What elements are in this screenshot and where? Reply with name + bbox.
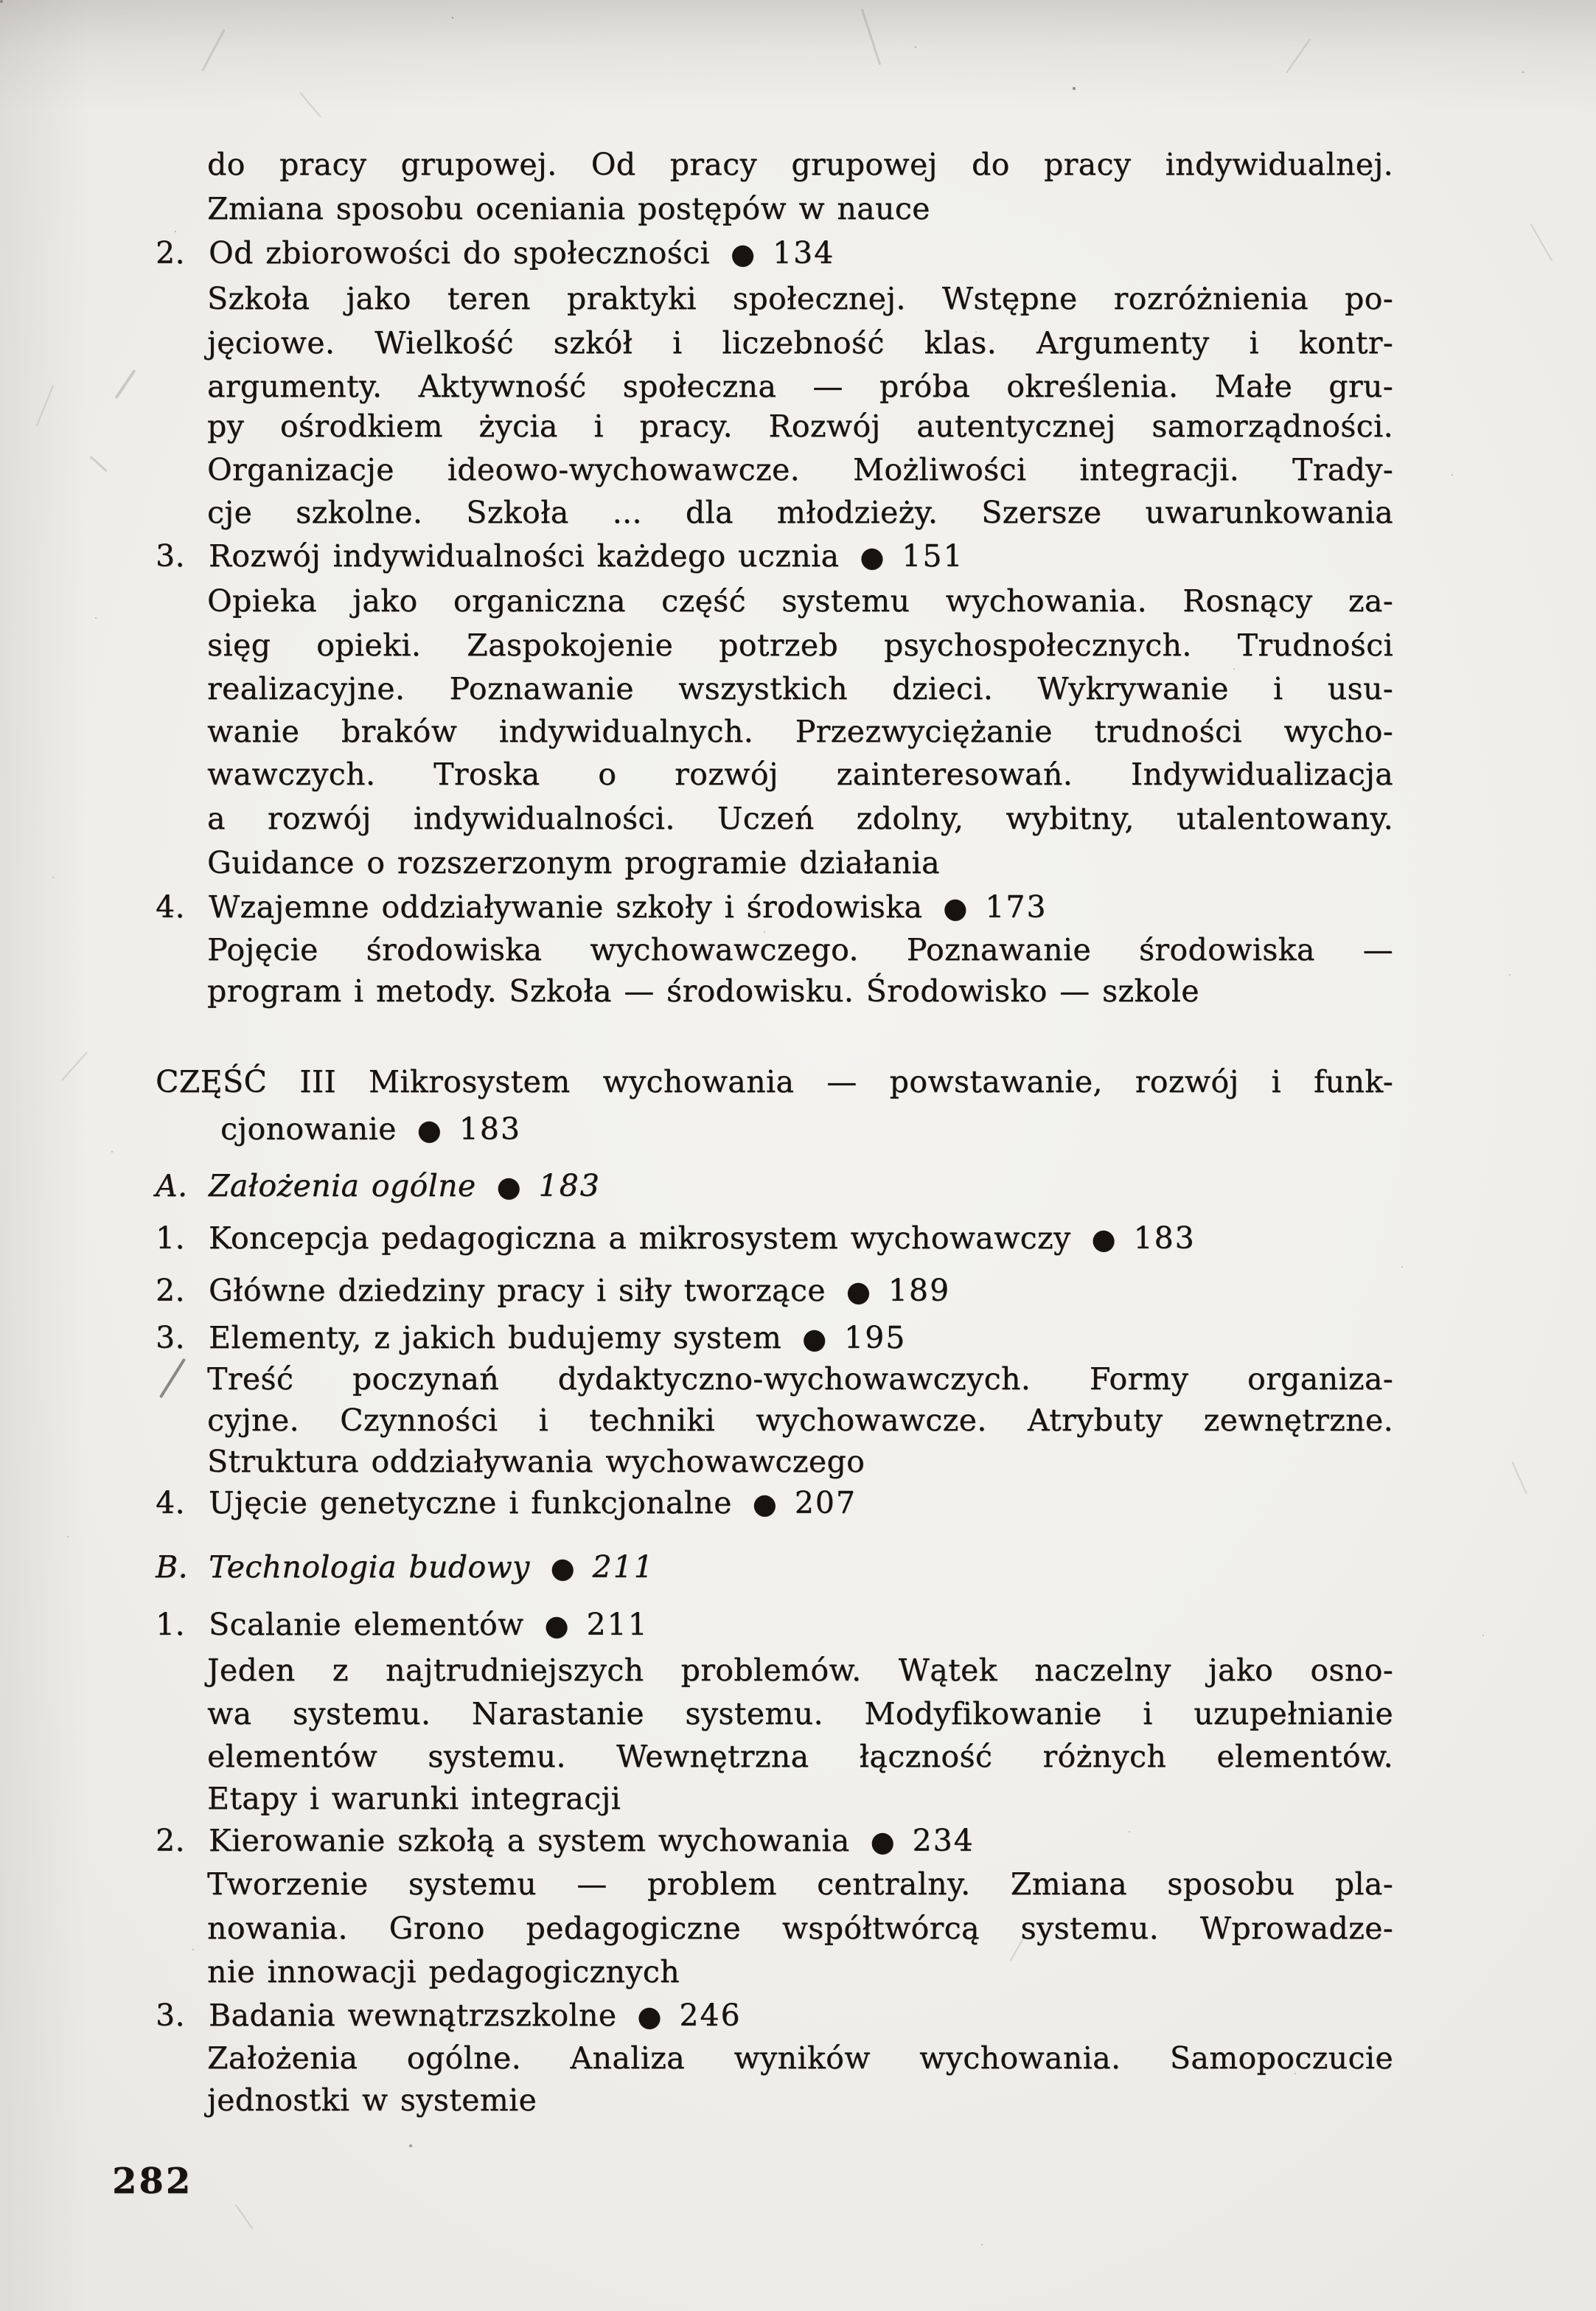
paper-fiber xyxy=(299,92,321,118)
bullet-icon: ● xyxy=(870,1825,895,1858)
toc-line: Opieka jako organiczna część systemu wychowania. Rosnący za- xyxy=(207,583,1393,619)
toc-line: Struktura oddziaływania wychowawczego xyxy=(207,1444,865,1479)
bullet-icon: ● xyxy=(637,2000,662,2032)
toc-item-text: Koncepcja pedagogiczna a mikrosystem wychowawczy xyxy=(209,1220,1071,1256)
toc-line: Etapy i warunki integracji xyxy=(207,1781,621,1816)
paper-fiber xyxy=(61,1052,88,1081)
paper-fiber xyxy=(201,29,226,72)
toc-line: Organizacje ideowo-wychowawcze. Możliwości integracji. Trady- xyxy=(207,452,1393,487)
toc-item xyxy=(156,1318,1393,1358)
bullet-icon: ● xyxy=(496,1170,521,1203)
toc-page-ref: 211 xyxy=(592,1549,655,1585)
toc-line: cyjne. Czynności i techniki wychowawcze. Atrybuty zewnętrzne. xyxy=(207,1403,1393,1438)
toc-section-heading xyxy=(156,1547,1393,1588)
bullet-icon: ● xyxy=(550,1551,575,1584)
paper-fiber xyxy=(1511,1462,1527,1495)
toc-line: nie innowacji pedagogicznych xyxy=(207,1954,680,1989)
toc-line: wawczych. Troska o rozwój zainteresowań. Indywidualizacja xyxy=(207,757,1393,792)
toc-line: Pojęcie środowiska wychowawczego. Poznawanie środowiska — xyxy=(207,932,1393,967)
toc-line: wa systemu. Narastanie systemu. Modyfikowanie i uzupełnianie xyxy=(207,1696,1393,1731)
toc-line: Tworzenie systemu — problem centralny. Zmiana sposobu pla- xyxy=(207,1866,1393,1902)
toc-page-ref: 246 xyxy=(679,1998,742,2033)
toc-item-number: 1. xyxy=(156,1220,185,1256)
toc-page-ref: 183 xyxy=(538,1168,601,1203)
toc-item-text: Technologia budowy xyxy=(209,1549,530,1585)
toc-line: py ośrodkiem życia i pracy. Rozwój autentycznej samorządności. xyxy=(207,409,1393,444)
toc-item xyxy=(156,887,1393,928)
paper-fiber xyxy=(1530,223,1553,261)
toc-page-ref: 134 xyxy=(772,235,835,271)
toc-line: sięg opieki. Zaspokojenie potrzeb psychospołecznych. Trudności xyxy=(207,628,1393,663)
toc-item xyxy=(156,1271,1393,1311)
toc-item-text: Elementy, z jakich budujemy system xyxy=(209,1320,782,1355)
toc-line: cje szkolne. Szkoła ... dla młodzieży. Szersze uwarunkowania xyxy=(207,495,1393,530)
toc-page-ref: 173 xyxy=(985,889,1048,925)
toc-item-number: 1. xyxy=(156,1607,185,1642)
toc-item-number: 2. xyxy=(156,235,185,271)
toc-item-text: Wzajemne oddziaływanie szkoły i środowiska xyxy=(209,889,923,925)
toc-line: realizacyjne. Poznawanie wszystkich dzieci. Wykrywanie i usu- xyxy=(207,671,1393,706)
toc-line: do pracy grupowej. Od pracy grupowej do pracy indywidualnej. xyxy=(207,147,1393,182)
toc-line: Zmiana sposobu oceniania postępów w nauce xyxy=(207,191,930,226)
pencil-mark xyxy=(89,456,107,472)
toc-line: Guidance o rozszerzonym programie działania xyxy=(207,845,940,880)
toc-item-number: 4. xyxy=(156,1485,185,1521)
toc-line: Założenia ogólne. Analiza wyników wychowania. Samopoczucie xyxy=(207,2040,1393,2076)
bullet-icon: ● xyxy=(752,1487,777,1520)
bullet-icon: ● xyxy=(1091,1223,1116,1255)
toc-item-text: Założenia ogólne xyxy=(209,1168,476,1203)
toc-line: jednostki w systemie xyxy=(207,2082,537,2118)
toc-item xyxy=(156,233,1393,274)
toc-item-text: Główne dziedziny pracy i siły tworzące xyxy=(209,1273,826,1308)
toc-line: Szkoła jako teren praktyki społecznej. Wstępne rozróżnienia po- xyxy=(207,281,1393,316)
paper-specks xyxy=(0,0,3,3)
toc-line: elementów systemu. Wewnętrzna łączność różnych elementów. xyxy=(207,1739,1393,1774)
toc-item-number: 3. xyxy=(156,1998,185,2033)
toc-item-number: 3. xyxy=(156,538,185,574)
toc-page-ref: 189 xyxy=(888,1273,951,1308)
paper-fiber xyxy=(36,385,54,426)
toc-item-number: 4. xyxy=(156,889,185,925)
toc-item xyxy=(156,1218,1393,1259)
paper-fiber xyxy=(861,8,882,65)
toc-item-text: Rozwój indywidualności każdego ucznia xyxy=(209,538,840,574)
toc-page-ref: 195 xyxy=(844,1320,907,1355)
page-number: 282 xyxy=(112,2161,193,2202)
toc-line: Jeden z najtrudniejszych problemów. Wątek naczelny jako osno- xyxy=(207,1653,1393,1688)
toc-item xyxy=(156,1821,1393,1861)
paper-fiber xyxy=(1286,38,1311,73)
toc-page-ref: 234 xyxy=(912,1823,975,1858)
toc-item xyxy=(156,1605,1393,1645)
toc-page-ref: 183 xyxy=(459,1111,521,1147)
bullet-icon: ● xyxy=(544,1609,569,1641)
toc-item-number: 2. xyxy=(156,1823,185,1858)
toc-item-text: Scalanie elementów xyxy=(209,1607,524,1642)
toc-section-heading xyxy=(156,1166,1393,1206)
toc-page-ref: 183 xyxy=(1133,1220,1196,1256)
toc-line: argumenty. Aktywność społeczna — próba określenia. Małe gru- xyxy=(207,369,1393,404)
toc-item-text: Kierowanie szkołą a system wychowania xyxy=(209,1823,850,1858)
toc-line: wanie braków indywidualnych. Przezwyciężanie trudności wycho- xyxy=(207,714,1393,749)
bullet-icon: ● xyxy=(846,1275,871,1307)
toc-line: jęciowe. Wielkość szkół i liczebność klas. Argumenty i kontr- xyxy=(207,325,1393,361)
toc-item-number: 2. xyxy=(156,1273,185,1308)
toc-line: nowania. Grono pedagogiczne współtwórcą systemu. Wprowadze- xyxy=(207,1911,1393,1946)
toc-item-number: 3. xyxy=(156,1320,185,1355)
toc-line: a rozwój indywidualności. Uczeń zdolny, wybitny, utalentowany. xyxy=(207,801,1393,836)
toc-line: program i metody. Szkoła — środowisku. Środowisko — szkole xyxy=(207,973,1199,1009)
toc-line: Treść poczynań dydaktyczno-wychowawczych. Formy organiza- xyxy=(207,1361,1393,1397)
bullet-icon: ● xyxy=(417,1113,442,1146)
toc-part-title-continuation: cjonowanie ● 183 xyxy=(220,1111,521,1147)
toc-page-ref: 151 xyxy=(902,538,964,574)
toc-page-ref: 207 xyxy=(794,1485,857,1521)
toc-section-letter: A. xyxy=(156,1168,188,1203)
paper-fiber xyxy=(235,2204,254,2229)
toc-item-text: Od zbiorowości do społeczności xyxy=(209,235,711,271)
toc-item-text: Badania wewnątrzszkolne xyxy=(209,1998,617,2033)
toc-item xyxy=(156,1483,1393,1523)
toc-part-title: CZĘŚĆ III Mikrosystem wychowania — powstawanie, rozwój i funk- xyxy=(156,1064,1393,1099)
pencil-mark xyxy=(114,369,136,399)
bullet-icon: ● xyxy=(943,892,968,924)
bullet-icon: ● xyxy=(802,1322,826,1355)
toc-item xyxy=(156,1995,1393,2036)
bullet-icon: ● xyxy=(731,237,755,270)
pencil-mark xyxy=(159,1358,186,1399)
toc-item xyxy=(156,536,1393,577)
toc-section-letter: B. xyxy=(156,1549,188,1585)
bullet-icon: ● xyxy=(860,541,885,573)
toc-item-text: Ujęcie genetyczne i funkcjonalne xyxy=(209,1485,732,1521)
toc-page-ref: 211 xyxy=(586,1607,649,1642)
